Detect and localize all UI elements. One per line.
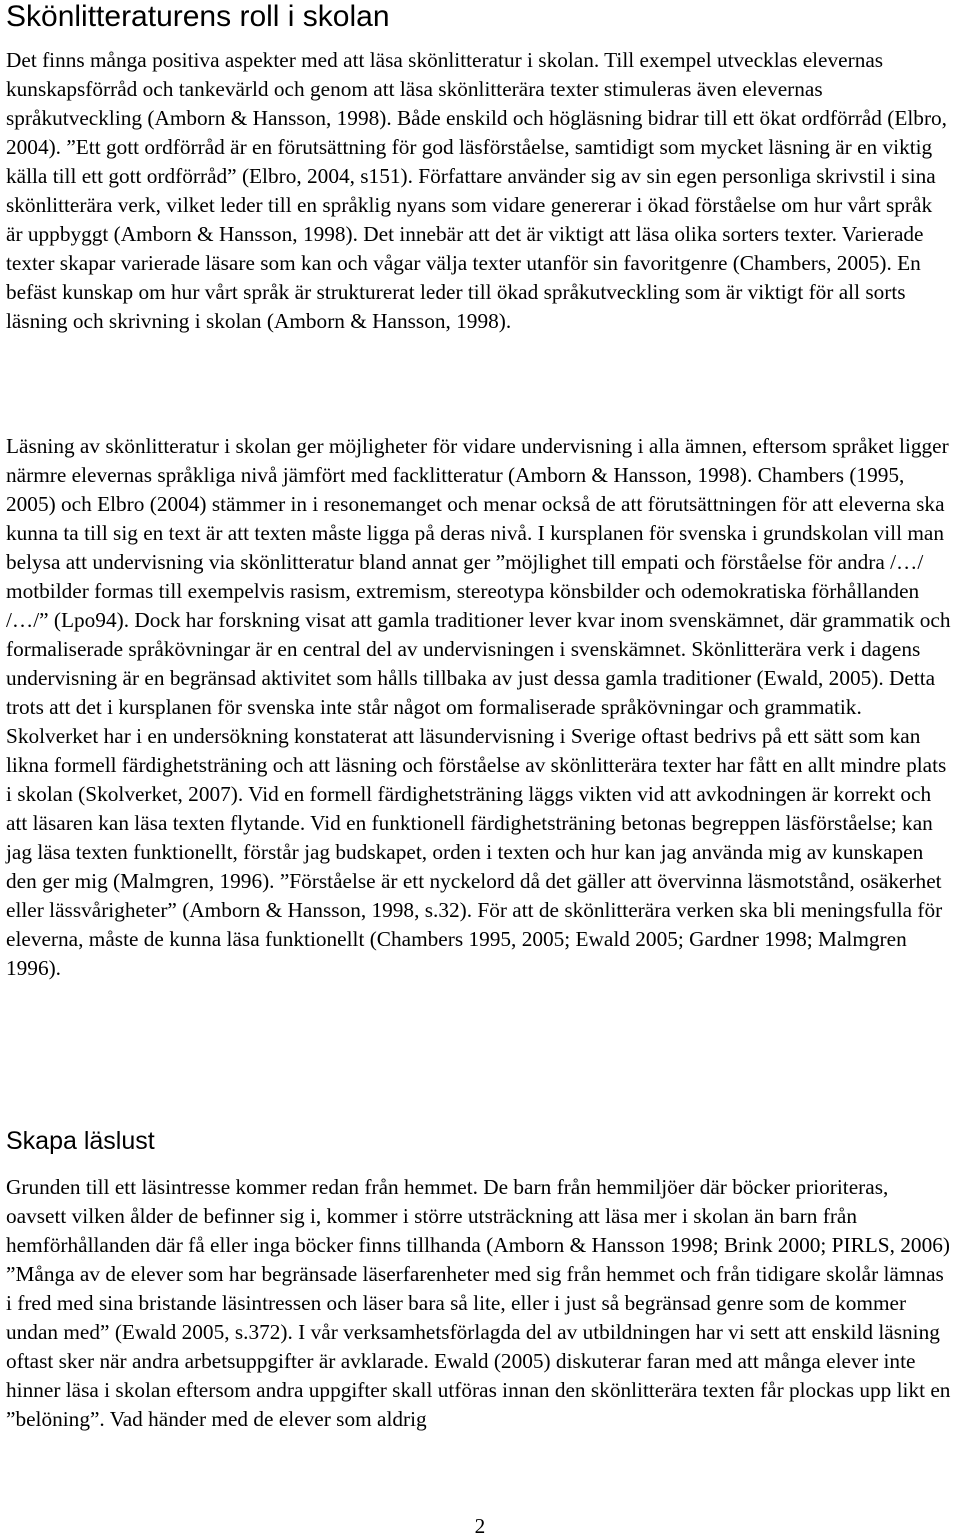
body-paragraph: Grunden till ett läsintresse kommer redan från hemmet. De barn från hemmiljöer där böcker prioriteras, oavsett vilken ålder de befinner sig i, kommer i större utsträckning att läsa mer i skolan än barn från hemförhållanden där få eller inga böcker finns tillhanda (Amborn & Hansson 1998; Brink 2000; PIRLS, 2006) ”Många av de elever som har begränsade läserfarenheter med sig från hemmet och från tidigare skolår lämnas i fred med sina bristande läsintressen och läser bara så lite, eller i just så begränsad genre som de kommer undan med” (Ewald 2005, s.372). I vår verksamhetsförlagda del av utbildningen har vi sett att enskild läsning oftast sker när andra arbetsuppgifter är avklarade. Ewald (2005) diskuterar faran med att många elever inte hinner läsa i skolan eftersom andra uppgifter skall utföras innan den skönlitterära texten får plockas upp likt en ”belöning”. Vad händer med de elever som aldrig: [6, 1175, 951, 1431]
body-paragraph: Det finns många positiva aspekter med att läsa skönlitteratur i skolan. Till exempel utvecklas elevernas kunskapsförråd och tankevärld och genom att läsa skönlitterära texter stimuleras även elevernas språkutveckling (Amborn & Hansson, 1998). Både enskild och högläsning bidrar till ett ökat ordförråd (Elbro, 2004). ”Ett gott ordförråd är en förutsättning för god läsförståelse, samtidigt som mycket läsning är en viktig källa till ett gott ordförråd” (Elbro, 2004, s151). Författare använder sig av sin egen personliga skrivstil i sina skönlitterära verk, vilket leder till en språklig nyans som vidare genererar i ökad förståelse om hur vårt språk är uppbyggt (Amborn & Hansson, 1998). Det innebär att det är viktigt att läsa olika sorters texter. Varierade texter skapar varierade läsare som kan och vågar välja texter utanför sin favoritgenre (Chambers, 2005). En befäst kunskap om hur vårt språk är strukturerat leder till ökad språkutveckling som är viktigt för all sorts läsning och skrivning i skolan (Amborn & Hansson, 1998).: [6, 48, 948, 333]
page-number: 2: [474, 1514, 486, 1538]
body-paragraph: Läsning av skönlitteratur i skolan ger möjligheter för vidare undervisning i alla ämnen, eftersom språket ligger närmre elevernas språkliga nivå jämfört med facklitteratur (Amborn & Hansson, 1998). Chambers (1995, 2005) och Elbro (2004) stämmer in i resonemanget och menar också de att förutsättningen för att eleverna ska kunna ta till sig en text är att texten måste ligga på deras nivå. I kursplanen för svenska i grundskolan vill man belysa att undervisning via skönlitteratur bland annat ger ”möjlighet till empati och förståelse för andra /…/ motbilder formas till exempelvis rasism, extremism, stereotypa könsbilder och odemokratiska förhållanden /…/” (Lpo94). Dock har forskning visat att gamla traditioner lever kvar inom svenskämnet, där grammatik och formaliserade språkövningar är en central del av undervisningen i svenskämnet. Skönlitterära verk i dagens undervisning är en begränsad aktivitet som hålls tillbaka av just dessa gamla traditioner (Ewald, 2005). Detta trots att det i kursplanen för svenska inte står något om formaliserade språkövningar och grammatik. Skolverket har i en undersökning konstaterat att läsundervisning i Sverige oftast bedrivs på ett sätt som kan likna formell färdighetsträning och att läsning och förståelse av skönlitterära texter har fått en allt mindre plats i skolan (Skolverket, 2007). Vid en formell färdighetsträning läggs vikten vid att avkodningen är korrekt och att läsaren kan läsa texten flytande. Vid en funktionell färdighetsträning betonas begreppen läsförståelse; kan jag läsa texten funktionellt, förstår jag budskapet, orden i texten och hur kan jag använda mig av kunskapen den ger mig (Malmgren, 1996). ”Förståelse är ett nyckelord då det gäller att övervinna läsmotstånd, osäkerhet eller lässvårigheter” (Amborn & Hansson, 1998, s.32). För att de skönlitterära verken ska bli meningsfulla för eleverna, måste de kunna läsa funktionellt (Chambers 1995, 2005; Ewald 2005; Gardner 1998; Malmgren 1996).: [6, 434, 951, 980]
section-heading: Skönlitteraturens roll i skolan: [6, 0, 390, 33]
subsection-heading: Skapa läslust: [6, 1127, 155, 1155]
